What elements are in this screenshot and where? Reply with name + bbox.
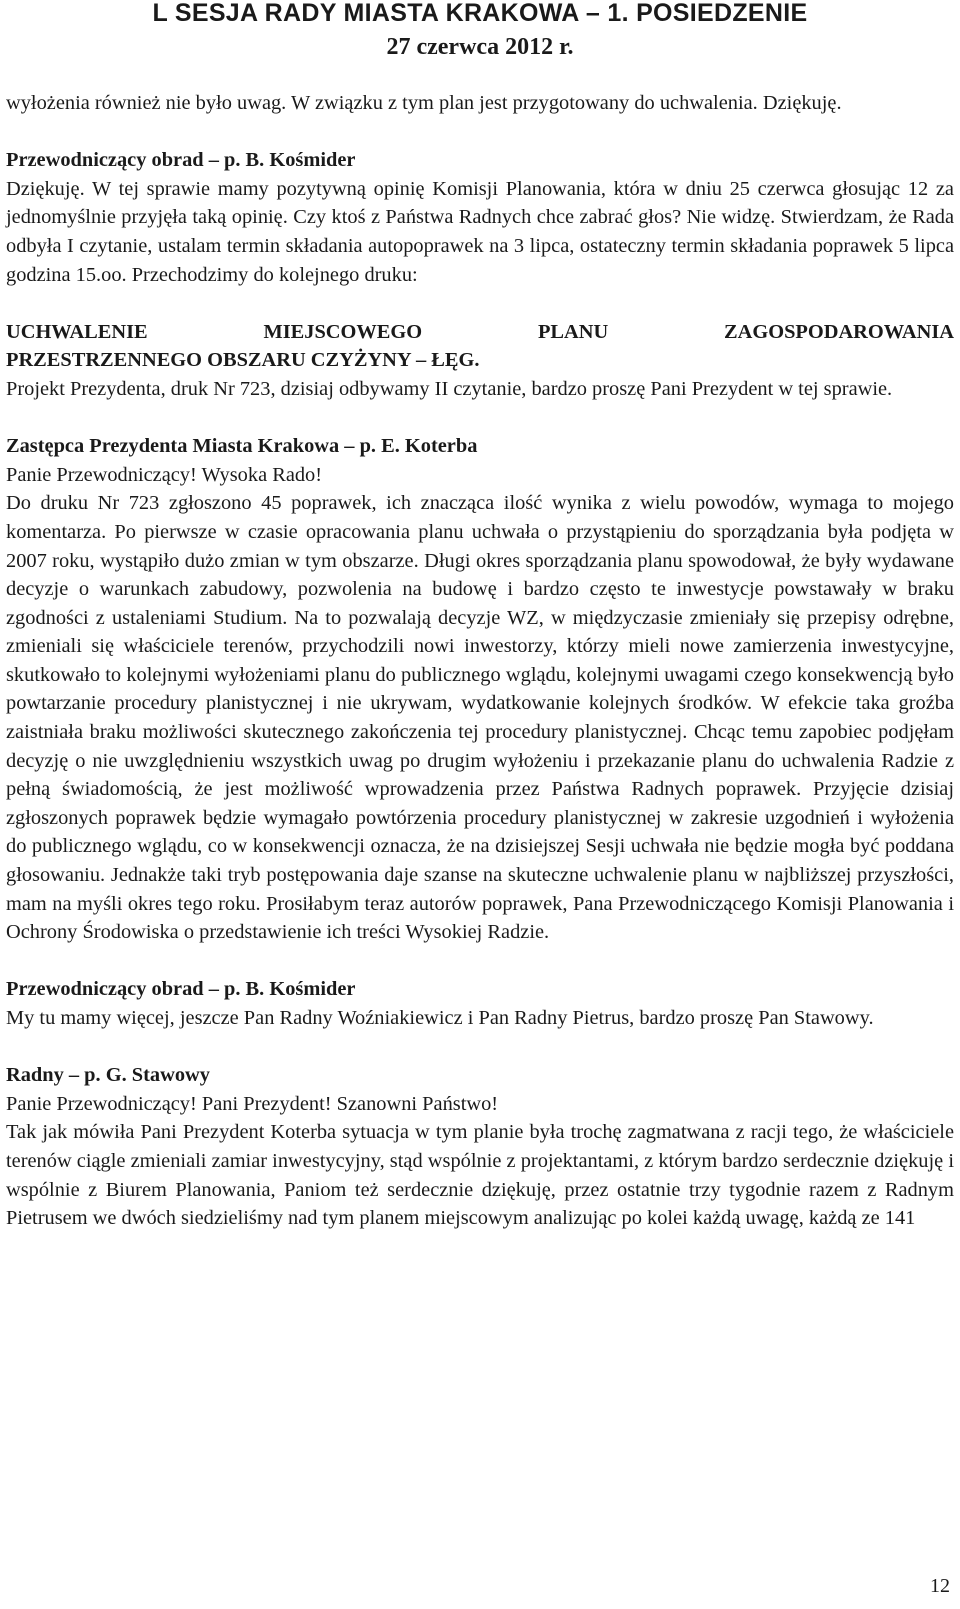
speaker-name: Przewodniczący obrad – p. B. Kośmider	[6, 978, 356, 1001]
page-header	[0, 0, 960, 66]
agenda-description: Projekt Prezydenta, druk Nr 723, dzisiaj odbywamy II czytanie, bardzo proszę Pani Prezydent w tej sprawie.	[6, 377, 893, 400]
page-number: 12	[930, 1575, 950, 1597]
paragraph-gap	[6, 947, 954, 976]
speech-greeting: Panie Przewodniczący! Wysoka Rado!	[6, 463, 323, 486]
speech-paragraph: My tu mamy więcej, jeszcze Pan Radny Woźniakiewicz i Pan Radny Pietrus, bardzo proszę Pan Stawowy.	[6, 1007, 874, 1029]
speech-greeting: Panie Przewodniczący! Pani Prezydent! Szanowni Państwo!	[6, 1092, 499, 1115]
paragraph-gap	[6, 289, 954, 318]
speech-paragraph: Do druku Nr 723 zgłoszono 45 poprawek, ich znacząca ilość wynika z wielu powodów, wymaga to mojego komentarza. Po pierwsze w czasie opracowania planu uchwała o przystąpieniu do sporządzania była podjęta w 2007 roku, wystąpiło dużo zmian w tym obszarze. Długi okres sporządzania planu spowodował, że były wydawane decyzje o warunkach zabudowy, pozwolenia na budowę i bardzo często te inwestycje powstawały w braku zgodności z ustaleniami Studium. Na to pozwalają decyzje WZ, w międzyczasie zmieniały się przepisy odrębne, zmieniali się właściciele terenów, przychodzili nowi inwestorzy, którzy mieli nowe zamierzenia inwestycyjne, skutkowało to kolejnymi wyłożeniami planu do publicznego wglądu, kolejnymi uwagami czego konsekwencją było powtarzanie procedury planistycznej i nie ukrywam, wydatkowanie kolejnych środków. W efekcie taka groźba zaistniała braku możliwości skutecznego zakończenia tej procedury planistycznej. Chcąc temu zapobiec podjęłam decyzję o nie uwzględnieniu wszystkich uwag po drugim wyłożeniu i przekazanie planu do uchwalenia Radzie z pełną świadomością, że jest możliwość wprowadzenia przez Państwa Radnych poprawek. Przyjęcie dzisiaj zgłoszonych poprawek będzie wymagało powtórzenia procedury planistycznej w zakresie uzgodnień i wyłożenia do publicznego wglądu, co w konsekwencji oznacza, że na dzisiejszej Sesji uchwała nie będzie mogła być poddana głosowaniu. Jednakże taki tryb postępowania daje szanse na skuteczne uchwalenie planu w najbliższej przyszłości, mam na myśli okres tego roku. Prosiłabym teraz autorów poprawek, Pana Przewodniczącego Komisji Planowania i Ochrony Środowiska o przedstawienie ich treści Wysokiej Radzie.	[6, 492, 954, 944]
session-title: L SESJA RADY MIASTA KRAKOWA – 1. POSIEDZENIE	[152, 0, 808, 27]
paragraph-gap	[6, 404, 954, 433]
paragraph-gap	[6, 1033, 954, 1062]
transcript-body	[6, 89, 954, 1233]
speaker-name: Zastępca Prezydenta Miasta Krakowa – p. E. Koterba	[6, 435, 478, 458]
speaker-name: Przewodniczący obrad – p. B. Kośmider	[6, 149, 356, 172]
paragraph-gap	[6, 118, 954, 147]
speech-paragraph: Tak jak mówiła Pani Prezydent Koterba sytuacja w tym planie była trochę zagmatwana z racji tego, że właściciele terenów ciągle zmieniali zamiar inwestycyjny, stąd wspólnie z projektantami, z którym bardzo serdecznie dziękuję i wspólnie z Biurem Planowania, Paniom też serdecznie dziękuję, przez ostatnie trzy tygodnie razem z Radnym Pietrusem we dwóch siedzieliśmy nad tym planem miejscowym analizując po kolei każdą uwagę, każdą ze 141	[6, 1121, 954, 1230]
speech-paragraph: Dziękuję. W tej sprawie mamy pozytywną opinię Komisji Planowania, która w dniu 25 czerwca głosując 12 za jednomyślnie przyjęła taką opinię. Czy ktoś z Państwa Radnych chce zabrać głos? Nie widzę. Stwierdzam, że Rada odbyła I czytanie, ustalam termin składania autopoprawek na 3 lipca, ostateczny termin składania poprawek 5 lipca godzina 15.oo. Przechodzimy do kolejnego druku:	[6, 177, 954, 286]
session-date: 27 czerwca 2012 r.	[386, 34, 574, 60]
agenda-heading-line2: PRZESTRZENNEGO OBSZARU CZYŻYNY – ŁĘG.	[6, 349, 480, 372]
speaker-name: Radny – p. G. Stawowy	[6, 1064, 210, 1087]
agenda-heading-line1: UCHWALENIE MIEJSCOWEGO PLANU ZAGOSPODAROWANIA	[6, 320, 954, 343]
intro-paragraph: wyłożenia również nie było uwag. W związku z tym plan jest przygotowany do uchwalenia. Dziękuję.	[6, 92, 842, 114]
